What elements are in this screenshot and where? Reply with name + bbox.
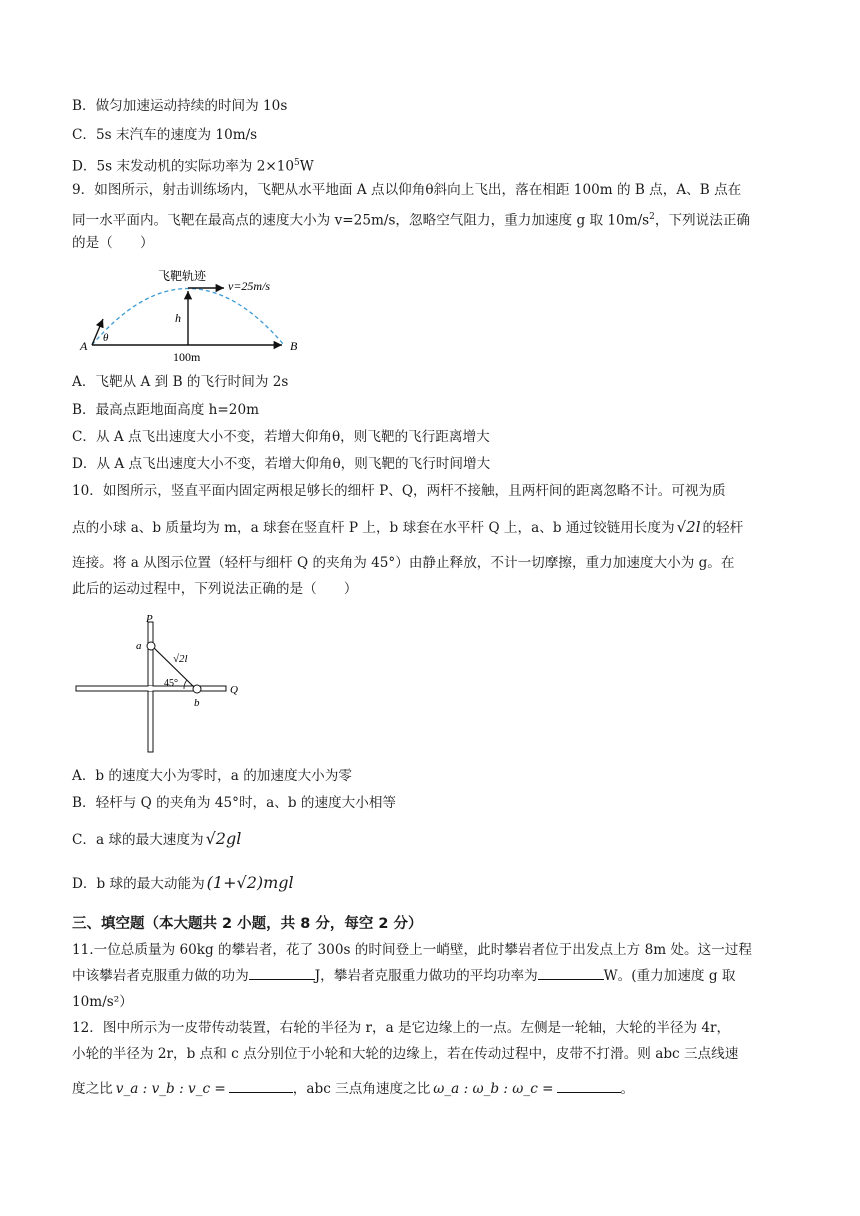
q10-option-b: B．轻杆与 Q 的夹角为 45°时，a、b 的速度大小相等 (72, 795, 397, 811)
q9-stem-line1: 9．如图所示，射击训练场内，飞靶从水平地面 A 点以仰角θ斜向上飞出，落在相距 100m 的 B 点，A、B 点在 (72, 182, 742, 198)
q9-stem-line2: 同一水平面内。飞靶在最高点的速度大小为 v=25m/s，忽略空气阻力，重力加速度 g 取 $10m/s^2$，下列说法正确 (72, 212, 751, 229)
q10-option-c: C．a 球的最大速度为 √2gl (72, 829, 242, 848)
q11-stem-line3: 10m/s²） (72, 994, 133, 1010)
q9-option-a: A．飞靶从 A 到 B 的飞行时间为 2s (72, 374, 289, 390)
q11-blank-power[interactable] (538, 967, 604, 980)
q10-stem-line2: 点的小球 a、b 质量均为 m，a 球套在竖直杆 P 上，b 球套在水平杆 Q 上，a、b 通过铰链用长度为 √2l 的轻杆 (72, 518, 744, 536)
q10-stem-line4: 此后的运动过程中，下列说法正确的是（ ） (72, 581, 358, 597)
section-heading-fill-in: 三、填空题（本大题共 2 小题，共 8 分，每空 2 分） (72, 916, 423, 932)
sqrt2l-expression: √2l (676, 518, 701, 536)
q8-option-c: C．5s 末汽车的速度为 10m/s (72, 127, 258, 143)
q11-stem-line2: 中该攀岩者克服重力做的功为 J，攀岩者克服重力做功的平均功率为 W。(重力加速度 g 取 (72, 968, 736, 984)
angle-label: 45° (164, 678, 178, 689)
q9-option-c: C．从 A 点飞出速度大小不变，若增大仰角θ，则飞靶的飞行距离增大 (72, 429, 490, 445)
q11-stem-line1: 11.一位总质量为 60kg 的攀岩者，花了 300s 的时间登上一峭壁，此时攀岩者位于出发点上方 8m 处。这一过程 (72, 942, 752, 958)
q12-stem-line2: 小轮的半径为 2r，b 点和 c 点分别位于小轮和大轮的边缘上，若在传动过程中，皮带不打滑。则 abc 三点线速 (72, 1046, 739, 1062)
rod-p-label: P (146, 613, 153, 625)
q10-option-a: A．b 的速度大小为零时，a 的加速度大小为零 (72, 768, 352, 784)
ball-b-label: b (194, 697, 200, 709)
angular-speed-ratio: ω_a : ω_b : ω_c = (433, 1081, 554, 1097)
angle-label: θ (103, 332, 109, 344)
q12-stem-line1: 12．图中所示为一皮带传动装置，右轮的半径为 r，a 是它边缘上的一点。左侧是一轮轴，大轮的半径为 4r， (72, 1020, 731, 1036)
q12-blank-linear-ratio[interactable] (229, 1080, 293, 1093)
launch-velocity-arrow (92, 319, 103, 345)
q12-stem-line3: 度之比 v_a : v_b : v_c = ，abc 三点角速度之比 ω_a : ω_b : ω_c = 。 (72, 1081, 635, 1097)
ball-a (147, 642, 155, 650)
rod-length-label: √2l (173, 653, 188, 665)
trajectory-label: 飞靶轨迹 (158, 269, 207, 283)
q11-blank-work[interactable] (249, 967, 315, 980)
sqrt2gl-expression: √2gl (205, 829, 242, 848)
max-kinetic-energy-expression: (1+√2)mgl (206, 873, 294, 892)
q8-option-b: B．做匀加速运动持续的时间为 10s (72, 98, 288, 114)
ball-a-label: a (136, 640, 142, 652)
q10-stem-line1: 10．如图所示，竖直平面内固定两根足够长的细杆 P、Q，两杆不接触，且两杆间的距离忽略不计。可视为质 (72, 483, 726, 499)
q9-option-d: D．从 A 点飞出速度大小不变，若增大仰角θ，则飞靶的飞行时间增大 (72, 456, 491, 472)
rod-q-label: Q (230, 684, 238, 696)
q10-rods-figure (72, 610, 272, 760)
height-label: h (175, 311, 181, 325)
q10-stem-line3: 连接。将 a 从图示位置（轻杆与细杆 Q 的夹角为 45°）由静止释放，不计一切摩擦，重力加速度大小为 g。在 (72, 555, 735, 571)
q9-trajectory-figure (72, 262, 332, 366)
q8-option-d: D．5s 末发动机的实际功率为 $2\times 10^5W$ (72, 158, 314, 175)
q9-option-b: B．最高点距地面高度 h=20m (72, 402, 259, 418)
ball-b (193, 685, 201, 693)
q9-stem-line3: 的是（ ） (72, 235, 154, 251)
q10-option-d: D．b 球的最大动能为 (1+√2)mgl (72, 873, 294, 892)
distance-label: 100m (173, 350, 201, 364)
q12-blank-angular-ratio[interactable] (557, 1080, 621, 1093)
point-a-label: A (80, 339, 88, 353)
linear-speed-ratio: v_a : v_b : v_c = (115, 1081, 226, 1097)
velocity-label: v=25m/s (228, 279, 271, 293)
point-b-label: B (290, 339, 298, 353)
